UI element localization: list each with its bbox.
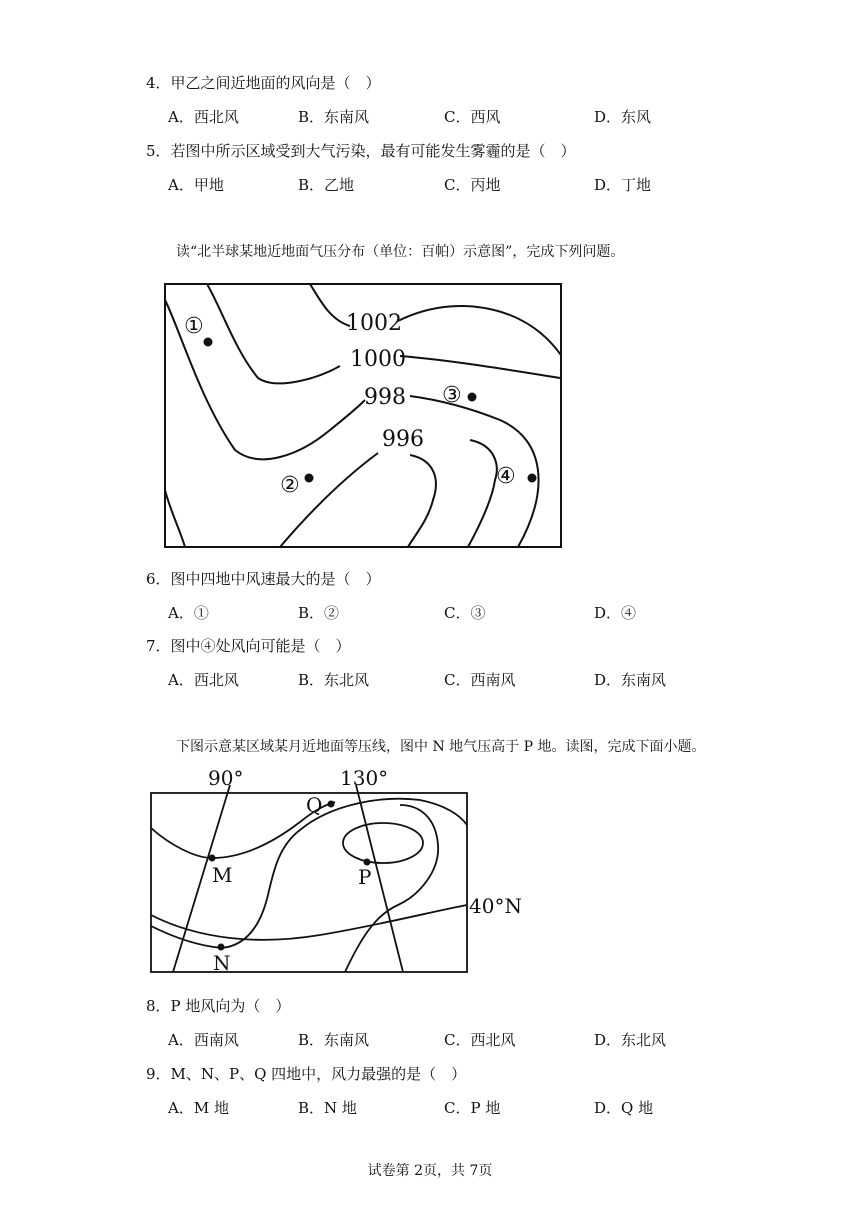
question-7-option-a[interactable]: A．西北风	[168, 671, 239, 689]
question-9-option-c[interactable]: C．P 地	[444, 1099, 501, 1117]
question-7-option-c[interactable]: C．西南风	[444, 671, 516, 689]
question-5-option-a[interactable]: A．甲地	[168, 176, 224, 194]
isobar-label-996: 996	[382, 427, 424, 452]
question-8-stem: 8．P 地风向为（ ）	[146, 997, 291, 1015]
map2-frame	[151, 793, 467, 972]
point-m-dot	[209, 855, 216, 862]
intro-text-2: 下图示意某区域某月近地面等压线，图中 N 地气压高于 P 地。读图，完成下面小题。	[176, 739, 706, 755]
question-6-option-a[interactable]: A．①	[168, 604, 209, 622]
question-7-option-d[interactable]: D．东南风	[594, 671, 667, 689]
question-7-stem: 7．图中④处风向可能是（ ）	[146, 637, 351, 655]
point-label-1: ①	[184, 314, 204, 339]
latitude-label-40n: 40°N	[469, 894, 522, 918]
question-9-option-b[interactable]: B．N 地	[298, 1099, 357, 1117]
question-8-option-a[interactable]: A．西南风	[168, 1031, 239, 1049]
question-9-option-d[interactable]: D．Q 地	[594, 1099, 654, 1117]
isobar-n	[151, 799, 467, 948]
point-label-3: ③	[442, 383, 462, 408]
longitude-label-130: 130°	[340, 766, 389, 790]
question-8-option-d[interactable]: D．东北风	[594, 1031, 667, 1049]
point-q-dot	[328, 801, 335, 808]
isobar-label-1002: 1002	[346, 311, 402, 336]
point-label-q: Q	[306, 793, 323, 817]
question-9-stem: 9．M、N、P、Q 四地中，风力最强的是（ ）	[146, 1065, 467, 1083]
question-4-stem: 4．甲乙之间近地面的风向是（ ）	[146, 74, 381, 92]
question-4-option-d[interactable]: D．东风	[594, 108, 652, 126]
isobar-label-1000: 1000	[350, 347, 406, 372]
intro-text-1: 读“北半球某地近地面气压分布（单位：百帕）示意图”，完成下列问题。	[176, 244, 625, 260]
point-label-p: P	[358, 865, 372, 889]
page-footer: 试卷第 2页，共 7页	[367, 1163, 493, 1179]
longitude-label-90: 90°	[208, 766, 244, 790]
question-5-stem: 5．若图中所示区域受到大气污染，最有可能发生雾霾的是（ ）	[146, 142, 576, 160]
point-label-4: ④	[496, 464, 516, 489]
question-6-option-d[interactable]: D．④	[594, 604, 637, 622]
point-label-n: N	[213, 951, 231, 975]
question-6-option-c[interactable]: C．③	[444, 604, 486, 622]
isobar-label-998: 998	[364, 385, 406, 410]
question-4-option-a[interactable]: A．西北风	[168, 108, 239, 126]
point-label-m: M	[212, 863, 233, 887]
question-9-option-a[interactable]: A．M 地	[168, 1099, 229, 1117]
parallel-40n	[151, 905, 467, 940]
isobar-closed-p	[343, 823, 423, 863]
point-label-2: ②	[280, 473, 300, 498]
question-8-option-c[interactable]: C．西北风	[444, 1031, 516, 1049]
question-6-stem: 6．图中四地中风速最大的是（ ）	[146, 570, 381, 588]
question-4-option-b[interactable]: B．东南风	[298, 108, 370, 126]
question-7-option-b[interactable]: B．东北风	[298, 671, 370, 689]
point-n-dot	[218, 944, 225, 951]
question-5-option-c[interactable]: C．丙地	[444, 176, 501, 194]
question-5-option-b[interactable]: B．乙地	[298, 176, 355, 194]
question-5-option-d[interactable]: D．丁地	[594, 176, 652, 194]
question-6-option-b[interactable]: B．②	[298, 604, 340, 622]
question-8-option-b[interactable]: B．东南风	[298, 1031, 370, 1049]
question-4-option-c[interactable]: C．西风	[444, 108, 501, 126]
